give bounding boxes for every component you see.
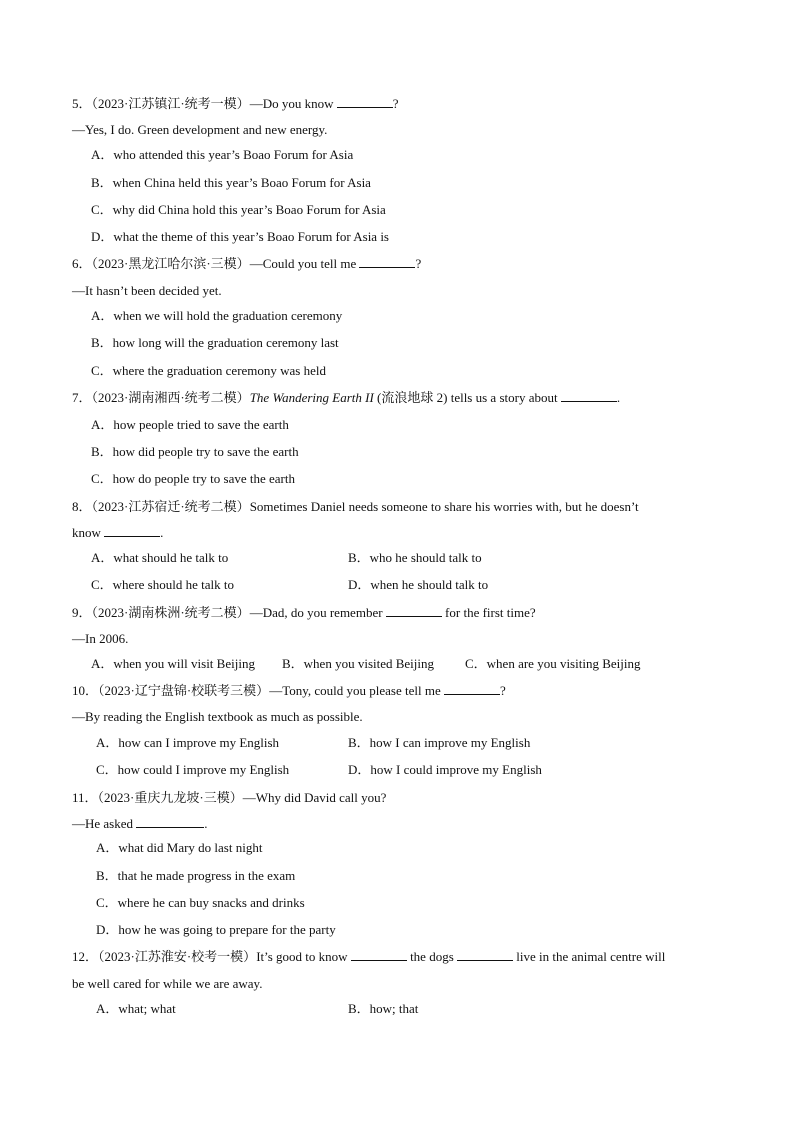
option-a: A．how can I improve my English bbox=[96, 735, 280, 750]
option-b: B．how did people try to save the earth bbox=[91, 444, 299, 459]
option-a: A．what did Mary do last night bbox=[96, 840, 263, 855]
question-source: （2023·湖南株洲·统考二模） bbox=[91, 605, 250, 620]
option-a: A．what should he talk to bbox=[91, 550, 229, 565]
question-number: 5． bbox=[72, 96, 92, 111]
option-d: D．what the theme of this year’s Boao Forum for Asia is bbox=[91, 229, 389, 244]
question-number: 7． bbox=[72, 390, 92, 405]
question-source: （2023·江苏宿迁·统考二模） bbox=[91, 499, 250, 514]
question-text: —Do you know bbox=[249, 96, 334, 111]
option-c: C．how could I improve my English bbox=[96, 762, 290, 777]
question-number: 10． bbox=[72, 683, 99, 698]
question-text: —Tony, could you please tell me bbox=[269, 683, 441, 698]
answer-blank bbox=[104, 525, 160, 537]
answer-blank bbox=[337, 96, 393, 108]
question-text: —Dad, do you remember bbox=[249, 605, 383, 620]
question-11-dialogue bbox=[72, 816, 208, 832]
option-a: A．how people tried to save the earth bbox=[91, 417, 289, 432]
question-6-stem bbox=[72, 256, 421, 272]
question-text: Sometimes Daniel needs someone to share his worries with, but he doesn’t bbox=[249, 499, 639, 514]
question-10-stem bbox=[72, 683, 506, 699]
question-source: （2023·辽宁盘锦·校联考三模） bbox=[98, 683, 270, 698]
option-b: B．how I can improve my English bbox=[348, 735, 531, 750]
question-text-end: for the first time? bbox=[445, 605, 536, 620]
question-source: （2023·重庆九龙坡·三模） bbox=[97, 790, 243, 805]
option-b: B．when you visited Beijing bbox=[282, 656, 435, 671]
question-8-stem-line2 bbox=[72, 525, 163, 541]
option-c: C．why did China hold this year’s Boao Forum for Asia bbox=[91, 202, 386, 217]
question-text-end: . bbox=[160, 525, 164, 540]
option-d: D．when he should talk to bbox=[348, 577, 489, 592]
question-text: —He asked bbox=[72, 816, 134, 831]
option-c: C．where should he talk to bbox=[91, 577, 234, 592]
question-12-stem bbox=[72, 949, 665, 965]
answer-blank bbox=[351, 949, 407, 961]
question-text: —Why did David call you? bbox=[242, 790, 387, 805]
question-8-stem bbox=[72, 499, 639, 515]
question-number: 11． bbox=[72, 790, 98, 805]
answer-blank bbox=[457, 949, 513, 961]
question-source: （2023·黑龙江哈尔滨·三模） bbox=[91, 256, 250, 271]
option-b: B．that he made progress in the exam bbox=[96, 868, 296, 883]
option-a: A．when you will visit Beijing bbox=[91, 656, 255, 671]
answer-blank bbox=[444, 683, 500, 695]
option-a: A．who attended this year’s Boao Forum for Asia bbox=[91, 147, 354, 162]
option-c: C．where the graduation ceremony was held bbox=[91, 363, 327, 378]
option-b: B．when China held this year’s Boao Forum for Asia bbox=[91, 175, 371, 190]
option-a: A．what; what bbox=[96, 1001, 176, 1016]
question-5-dialogue: —Yes, I do. Green development and new energy. bbox=[72, 122, 328, 137]
option-c: C．where he can buy snacks and drinks bbox=[96, 895, 305, 910]
question-text-end: . bbox=[204, 816, 208, 831]
question-text: It’s good to know bbox=[256, 949, 348, 964]
answer-blank bbox=[561, 390, 617, 402]
question-10-dialogue: —By reading the English textbook as much as possible. bbox=[72, 709, 363, 724]
question-text-end: . bbox=[616, 390, 621, 405]
question-text-end: ? bbox=[499, 683, 506, 698]
question-7-stem bbox=[72, 390, 620, 406]
question-number: 6． bbox=[72, 256, 92, 271]
question-number: 9． bbox=[72, 605, 92, 620]
answer-blank bbox=[136, 816, 204, 828]
option-b: B．how long will the graduation ceremony last bbox=[91, 335, 339, 350]
question-text-end: ? bbox=[415, 256, 422, 271]
option-d: D．how he was going to prepare for the party bbox=[96, 922, 336, 937]
question-9-stem bbox=[72, 605, 536, 621]
option-c: C．when are you visiting Beijing bbox=[465, 656, 641, 671]
question-text-end: ? bbox=[392, 96, 399, 111]
question-text: —Could you tell me bbox=[249, 256, 357, 271]
question-6-dialogue: —It hasn’t been decided yet. bbox=[72, 283, 222, 298]
question-number: 8． bbox=[72, 499, 92, 514]
question-9-dialogue: —In 2006. bbox=[72, 631, 129, 646]
question-5-stem bbox=[72, 96, 399, 112]
option-b: B．who he should talk to bbox=[348, 550, 482, 565]
option-b: B．how; that bbox=[348, 1001, 419, 1016]
option-d: D．how I could improve my English bbox=[348, 762, 542, 777]
question-source: （2023·江苏淮安·校考一模） bbox=[98, 949, 257, 964]
question-text: the dogs bbox=[410, 949, 454, 964]
question-text-end: live in the animal centre will bbox=[516, 949, 666, 964]
option-a: A．when we will hold the graduation ceremony bbox=[91, 308, 343, 323]
film-title: The Wandering Earth II bbox=[249, 390, 374, 405]
question-source: （2023·湖南湘西·统考二模） bbox=[91, 390, 250, 405]
question-text: know bbox=[72, 525, 101, 540]
question-text: (流浪地球 2) tells us a story about bbox=[373, 390, 558, 405]
question-12-stem-line2: be well cared for while we are away. bbox=[72, 976, 263, 991]
question-11-stem bbox=[72, 790, 386, 806]
question-number: 12． bbox=[72, 949, 99, 964]
question-source: （2023·江苏镇江·统考一模） bbox=[91, 96, 250, 111]
answer-blank bbox=[386, 605, 442, 617]
option-c: C．how do people try to save the earth bbox=[91, 471, 295, 486]
answer-blank bbox=[359, 256, 415, 268]
